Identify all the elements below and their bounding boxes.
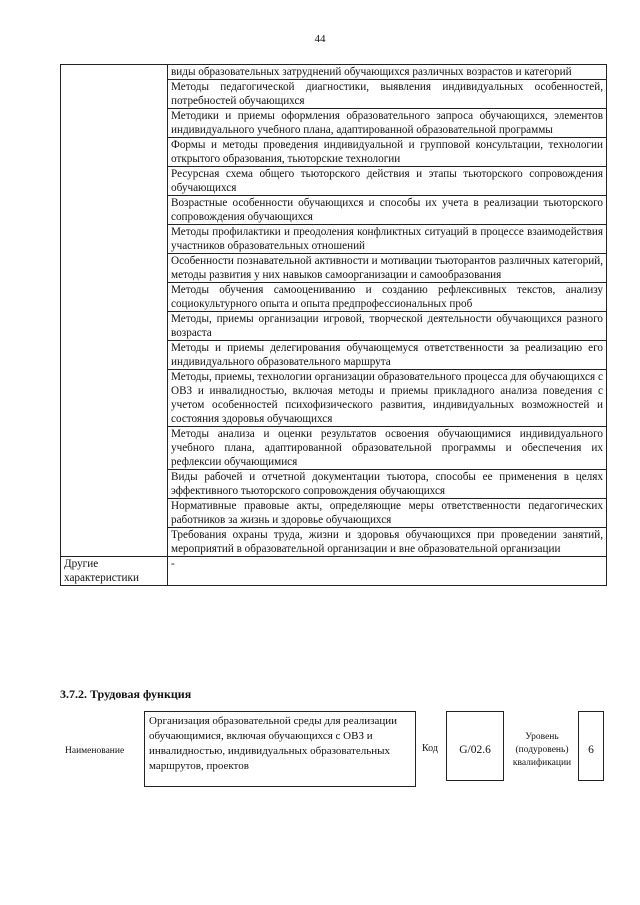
table-cell: Нормативные правовые акты, определяющие меры ответственности педагогических работников за жизнь и здоровье обучающихся [168, 499, 607, 528]
row-label-cell [61, 65, 168, 557]
function-code: G/02.6 [446, 711, 504, 781]
section-title: 3.7.2. Трудовая функция [60, 687, 192, 701]
page-number: 44 [314, 33, 326, 45]
code-label: Код [422, 743, 438, 754]
table-cell: Особенности познавательной активности и мотивации тьюторантов различных категорий, методы развития у них навыков самоорганизации и самообразования [168, 254, 607, 283]
knowledge-table [60, 64, 607, 586]
table-cell: Методики и приемы оформления образовательного запроса обучающихся, элементов индивидуального учебного плана, адаптированной образовательной программы [168, 109, 607, 138]
table-cell: Требования охраны труда, жизни и здоровья обучающихся при проведении занятий, мероприятий в образовательной организации и вне образовательной организации [168, 528, 607, 557]
table-cell: Методы обучения самооцениванию и созданию рефлексивных текстов, анализу социокультурного опыта и опыта предпрофессиональных проб [168, 283, 607, 312]
table-cell: виды образовательных затруднений обучающихся различных возрастов и категорий [168, 65, 607, 80]
labor-function-row [60, 709, 607, 789]
qualification-level: 6 [578, 711, 604, 781]
level-label: Уровень (подуровень) квалификации [512, 732, 572, 768]
name-label: Наименование [65, 746, 125, 756]
table-cell: Методы, приемы, технологии организации образовательного процесса для обучающихся с ОВЗ и инвалидностью, включая методы и приемы прикладного анализа поведения с учетом особенностей психофизического развития, индивидуальных возможностей и состояния здоровья обучающихся [168, 370, 607, 427]
other-characteristics-label: Другие характеристики [61, 557, 168, 586]
table-cell: Возрастные особенности обучающихся и способы их учета в реализации тьюторского сопровождения обучающихся [168, 196, 607, 225]
table-cell: Методы педагогической диагностики, выявления индивидуальных особенностей, потребностей обучающихся [168, 80, 607, 109]
table-cell: Методы анализа и оценки результатов освоения обучающимися индивидуального учебного плана, адаптированной образовательной программы и обеспечения их рефлексии обучающимися [168, 427, 607, 470]
table-cell: Методы, приемы организации игровой, творческой деятельности обучающихся разного возраста [168, 312, 607, 341]
other-characteristics-value: - [168, 557, 607, 586]
table-row [61, 65, 607, 80]
table-cell: Методы профилактики и преодоления конфликтных ситуаций в процессе взаимодействия участников образовательных отношений [168, 225, 607, 254]
table-row-other [61, 557, 607, 586]
table-cell: Формы и методы проведения индивидуальной и групповой консультации, технологии открытого образования, тьюторские технологии [168, 138, 607, 167]
function-name: Организация образовательной среды для реализации обучающимися, включая обучающихся с ОВЗ и инвалидностью, индивидуальных образовательных маршрутов, проектов [144, 711, 416, 787]
table-cell: Виды рабочей и отчетной документации тьютора, способы ее применения в целях эффективного тьюторского сопровождения обучающихся [168, 470, 607, 499]
table-cell: Методы и приемы делегирования обучающемуся ответственности за реализацию его индивидуального образовательного маршрута [168, 341, 607, 370]
table-cell: Ресурсная схема общего тьюторского действия и этапы тьюторского сопровождения обучающихся [168, 167, 607, 196]
